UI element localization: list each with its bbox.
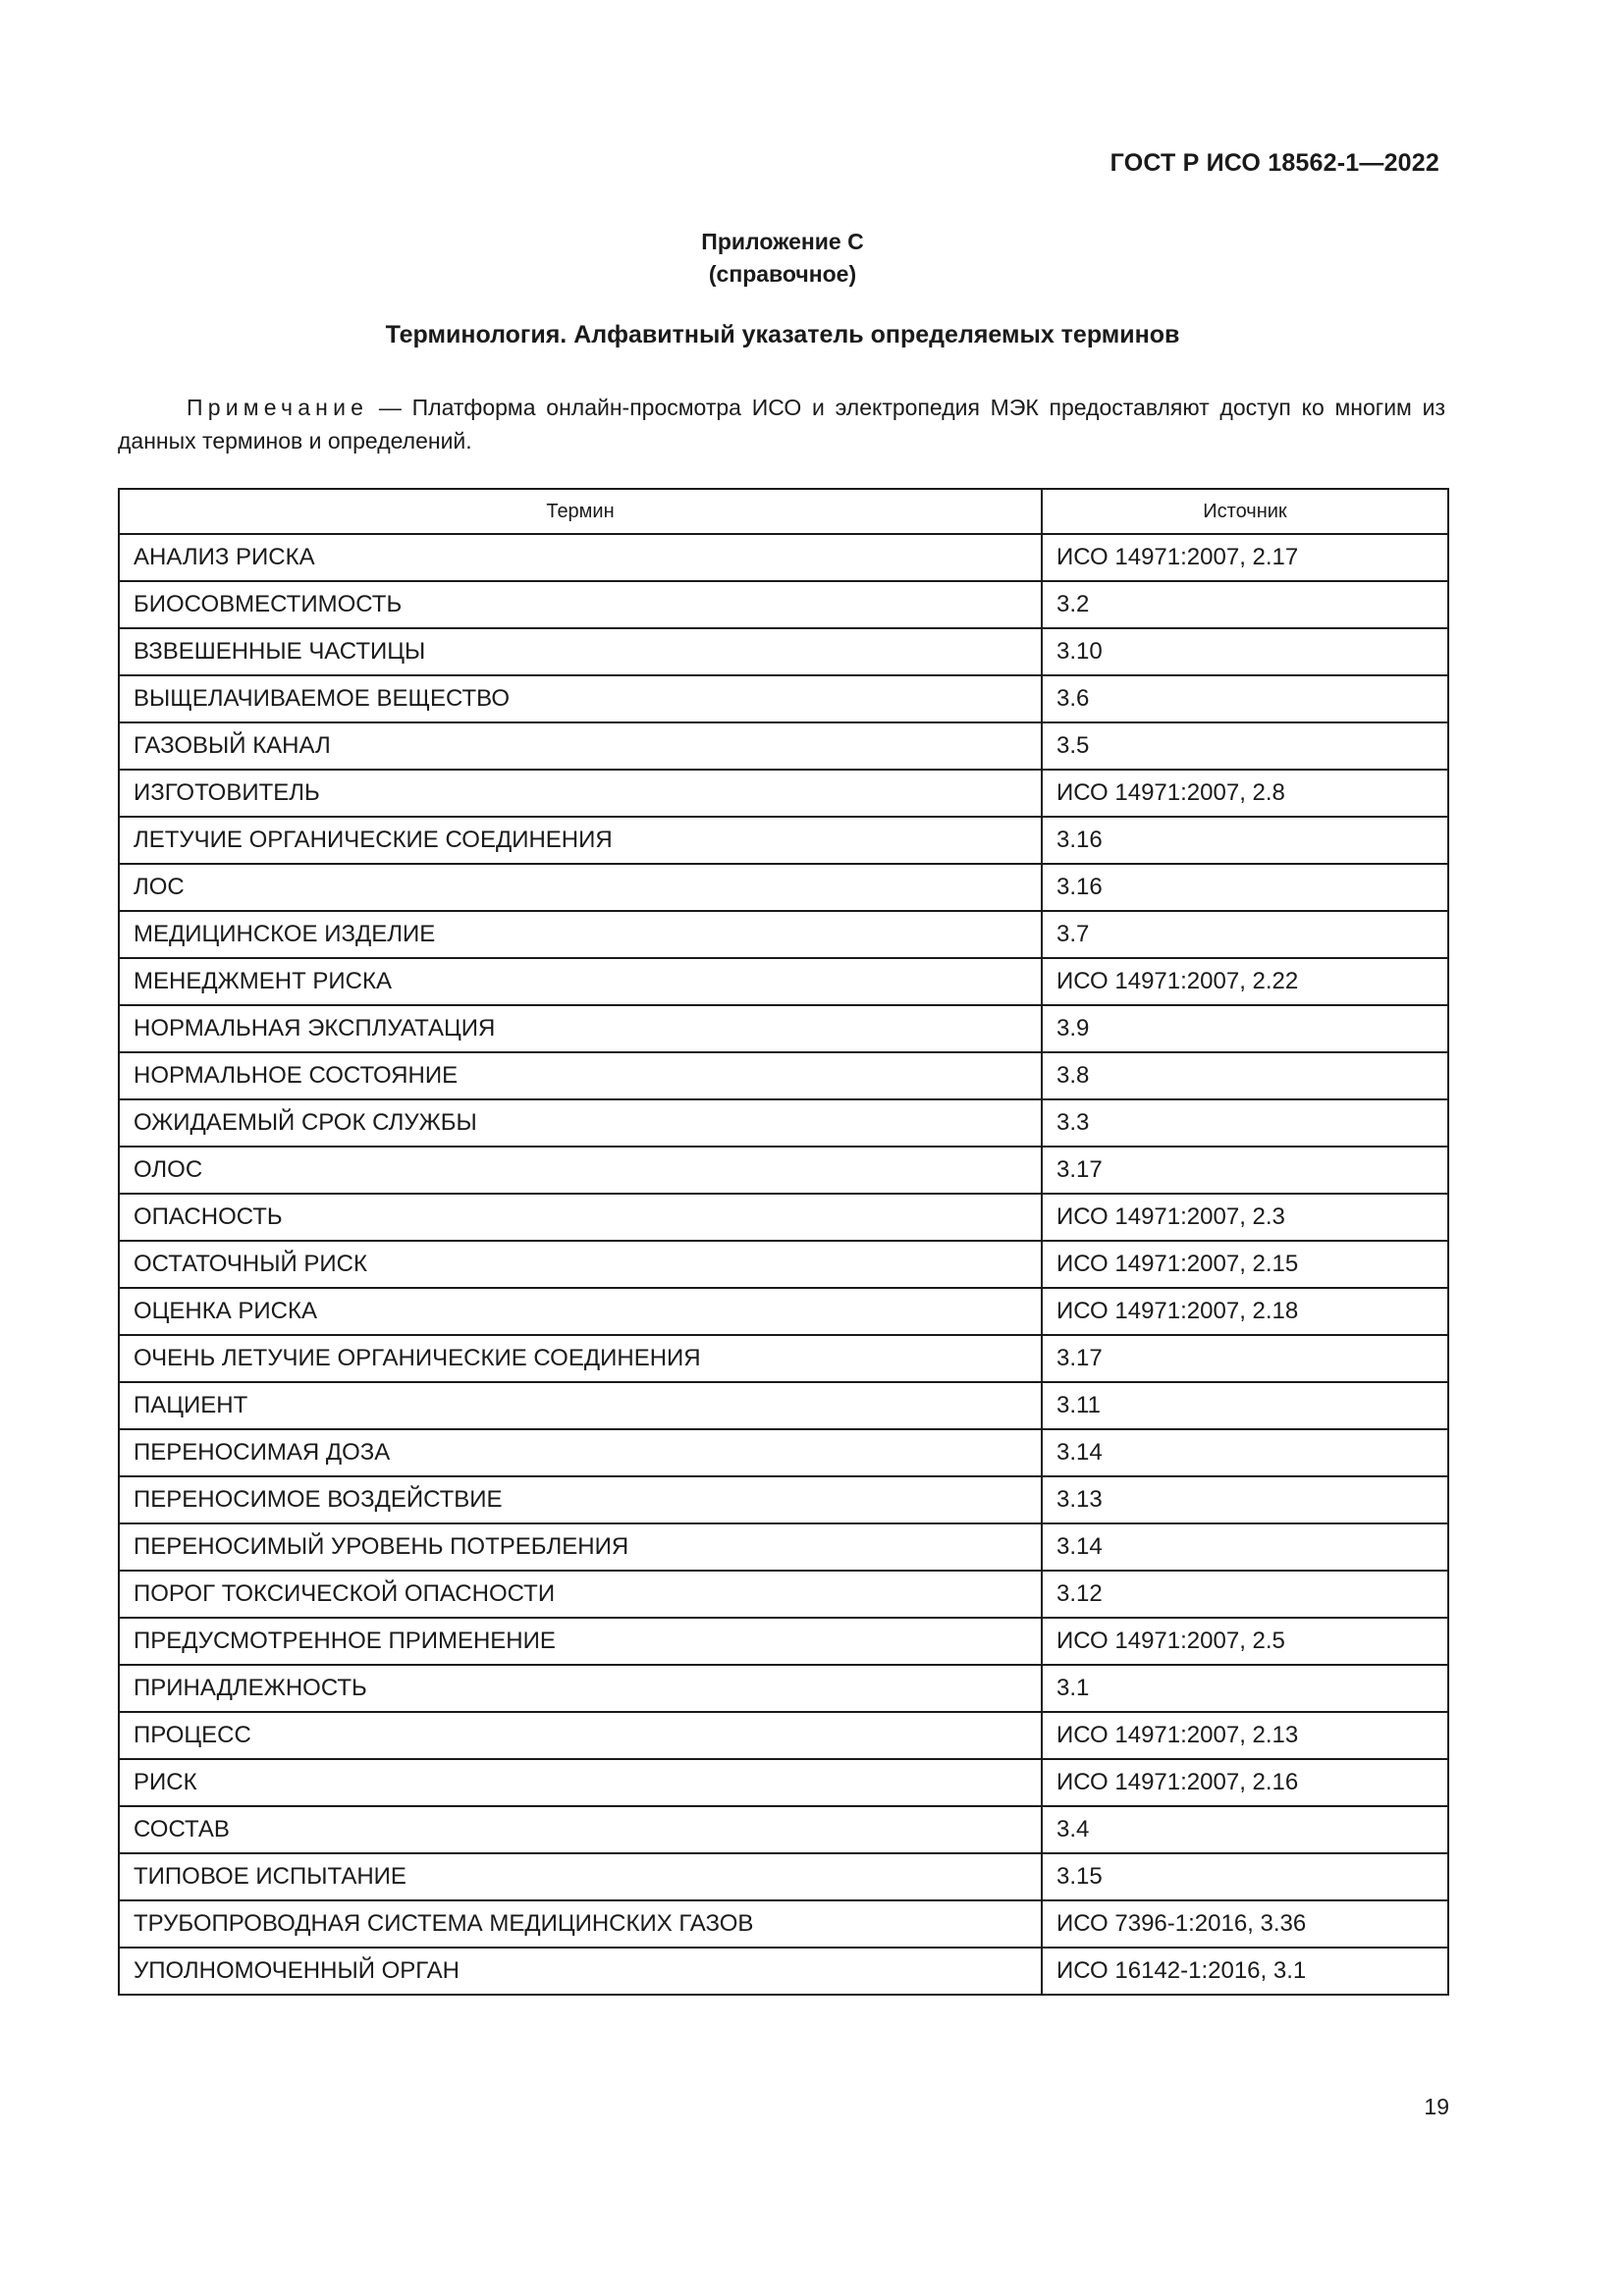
term-cell: ОСТАТОЧНЫЙ РИСК bbox=[119, 1241, 1042, 1288]
source-cell: 3.1 bbox=[1042, 1665, 1448, 1712]
source-cell: ИСО 14971:2007, 2.8 bbox=[1042, 770, 1448, 817]
table-row bbox=[119, 1382, 1448, 1429]
table-row bbox=[119, 1853, 1448, 1900]
table-row bbox=[119, 534, 1448, 581]
source-cell: ИСО 14971:2007, 2.3 bbox=[1042, 1194, 1448, 1241]
section-title: Терминология. Алфавитный указатель определяемых терминов bbox=[385, 321, 1180, 348]
table-row bbox=[119, 1005, 1448, 1052]
source-cell: 3.8 bbox=[1042, 1052, 1448, 1099]
term-cell: ОЧЕНЬ ЛЕТУЧИЕ ОРГАНИЧЕСКИЕ СОЕДИНЕНИЯ bbox=[119, 1335, 1042, 1382]
source-cell: 3.5 bbox=[1042, 722, 1448, 770]
source-cell: ИСО 14971:2007, 2.5 bbox=[1042, 1618, 1448, 1665]
appendix-kind: (справочное) bbox=[708, 261, 857, 287]
source-cell: 3.10 bbox=[1042, 628, 1448, 675]
column-header-term: Термин bbox=[119, 489, 1042, 534]
source-cell: 3.13 bbox=[1042, 1476, 1448, 1523]
term-cell: ВЫЩЕЛАЧИВАЕМОЕ ВЕЩЕСТВО bbox=[119, 675, 1042, 722]
source-cell: 3.16 bbox=[1042, 864, 1448, 911]
source-cell: 3.3 bbox=[1042, 1099, 1448, 1147]
source-cell: 3.2 bbox=[1042, 581, 1448, 628]
source-cell: ИСО 7396-1:2016, 3.36 bbox=[1042, 1900, 1448, 1948]
term-cell: ЛЕТУЧИЕ ОРГАНИЧЕСКИЕ СОЕДИНЕНИЯ bbox=[119, 817, 1042, 864]
source-cell: 3.15 bbox=[1042, 1853, 1448, 1900]
source-cell: 3.14 bbox=[1042, 1429, 1448, 1476]
source-cell: ИСО 14971:2007, 2.17 bbox=[1042, 534, 1448, 581]
source-cell: ИСО 14971:2007, 2.22 bbox=[1042, 958, 1448, 1005]
table-row bbox=[119, 1099, 1448, 1147]
terms-table-body bbox=[119, 534, 1448, 1995]
note-text: — Платформа онлайн-просмотра ИСО и электропедия МЭК предоставляют доступ ко многим из данных терминов и определений. bbox=[118, 395, 1445, 454]
table-row bbox=[119, 1194, 1448, 1241]
term-cell: ОПАСНОСТЬ bbox=[119, 1194, 1042, 1241]
term-cell: УПОЛНОМОЧЕННЫЙ ОРГАН bbox=[119, 1948, 1042, 1995]
term-cell: СОСТАВ bbox=[119, 1806, 1042, 1853]
document-code: ГОСТ Р ИСО 18562-1—2022 bbox=[1110, 149, 1439, 177]
term-cell: ЛОС bbox=[119, 864, 1042, 911]
term-cell: БИОСОВМЕСТИМОСТЬ bbox=[119, 581, 1042, 628]
source-cell: ИСО 14971:2007, 2.18 bbox=[1042, 1288, 1448, 1335]
source-cell: 3.6 bbox=[1042, 675, 1448, 722]
term-cell: ПРИНАДЛЕЖНОСТЬ bbox=[119, 1665, 1042, 1712]
table-row bbox=[119, 864, 1448, 911]
table-row bbox=[119, 817, 1448, 864]
term-cell: ОЛОС bbox=[119, 1147, 1042, 1194]
source-cell: 3.12 bbox=[1042, 1571, 1448, 1618]
source-cell: 3.11 bbox=[1042, 1382, 1448, 1429]
term-cell: ОЦЕНКА РИСКА bbox=[119, 1288, 1042, 1335]
term-cell: ИЗГОТОВИТЕЛЬ bbox=[119, 770, 1042, 817]
table-row bbox=[119, 1571, 1448, 1618]
source-cell: 3.17 bbox=[1042, 1335, 1448, 1382]
column-header-source: Источник bbox=[1042, 489, 1448, 534]
term-cell: МЕДИЦИНСКОЕ ИЗДЕЛИЕ bbox=[119, 911, 1042, 958]
table-row bbox=[119, 1288, 1448, 1335]
note-label: Примечание bbox=[187, 395, 369, 420]
term-cell: ПРОЦЕСС bbox=[119, 1712, 1042, 1759]
source-cell: 3.4 bbox=[1042, 1806, 1448, 1853]
source-cell: ИСО 14971:2007, 2.13 bbox=[1042, 1712, 1448, 1759]
table-row bbox=[119, 911, 1448, 958]
table-row bbox=[119, 1806, 1448, 1853]
term-cell: МЕНЕДЖМЕНТ РИСКА bbox=[119, 958, 1042, 1005]
page-number: 19 bbox=[1424, 2094, 1449, 2119]
table-row bbox=[119, 581, 1448, 628]
table-row bbox=[119, 1147, 1448, 1194]
term-cell: НОРМАЛЬНАЯ ЭКСПЛУАТАЦИЯ bbox=[119, 1005, 1042, 1052]
table-row bbox=[119, 1052, 1448, 1099]
table-row bbox=[119, 628, 1448, 675]
term-cell: ГАЗОВЫЙ КАНАЛ bbox=[119, 722, 1042, 770]
term-cell: ВЗВЕШЕННЫЕ ЧАСТИЦЫ bbox=[119, 628, 1042, 675]
term-cell: ПЕРЕНОСИМОЕ ВОЗДЕЙСТВИЕ bbox=[119, 1476, 1042, 1523]
term-cell: АНАЛИЗ РИСКА bbox=[119, 534, 1042, 581]
table-row bbox=[119, 1759, 1448, 1806]
table-row bbox=[119, 1476, 1448, 1523]
table-row bbox=[119, 722, 1448, 770]
appendix-heading bbox=[0, 226, 1565, 291]
source-cell: ИСО 14971:2007, 2.16 bbox=[1042, 1759, 1448, 1806]
term-cell: ПОРОГ ТОКСИЧЕСКОЙ ОПАСНОСТИ bbox=[119, 1571, 1042, 1618]
source-cell: 3.7 bbox=[1042, 911, 1448, 958]
term-cell: ПАЦИЕНТ bbox=[119, 1382, 1042, 1429]
term-cell: РИСК bbox=[119, 1759, 1042, 1806]
source-cell: ИСО 14971:2007, 2.15 bbox=[1042, 1241, 1448, 1288]
table-row bbox=[119, 1712, 1448, 1759]
table-row bbox=[119, 1241, 1448, 1288]
term-cell: НОРМАЛЬНОЕ СОСТОЯНИЕ bbox=[119, 1052, 1042, 1099]
term-cell: ПЕРЕНОСИМАЯ ДОЗА bbox=[119, 1429, 1042, 1476]
table-row bbox=[119, 1523, 1448, 1571]
table-row bbox=[119, 1335, 1448, 1382]
source-cell: 3.9 bbox=[1042, 1005, 1448, 1052]
term-cell: ТИПОВОЕ ИСПЫТАНИЕ bbox=[119, 1853, 1042, 1900]
table-row bbox=[119, 1665, 1448, 1712]
source-cell: 3.14 bbox=[1042, 1523, 1448, 1571]
table-row bbox=[119, 1948, 1448, 1995]
appendix-title: Приложение С bbox=[701, 229, 864, 254]
term-cell: ПЕРЕНОСИМЫЙ УРОВЕНЬ ПОТРЕБЛЕНИЯ bbox=[119, 1523, 1042, 1571]
term-cell: ОЖИДАЕМЫЙ СРОК СЛУЖБЫ bbox=[119, 1099, 1042, 1147]
terms-table bbox=[118, 488, 1449, 1996]
source-cell: ИСО 16142-1:2016, 3.1 bbox=[1042, 1948, 1448, 1995]
table-row bbox=[119, 1618, 1448, 1665]
table-row bbox=[119, 958, 1448, 1005]
term-cell: ТРУБОПРОВОДНАЯ СИСТЕМА МЕДИЦИНСКИХ ГАЗОВ bbox=[119, 1900, 1042, 1948]
note-paragraph bbox=[118, 391, 1445, 457]
table-row bbox=[119, 1429, 1448, 1476]
source-cell: 3.16 bbox=[1042, 817, 1448, 864]
term-cell: ПРЕДУСМОТРЕННОЕ ПРИМЕНЕНИЕ bbox=[119, 1618, 1042, 1665]
table-header-row bbox=[119, 489, 1448, 534]
table-row bbox=[119, 770, 1448, 817]
table-row bbox=[119, 675, 1448, 722]
table-row bbox=[119, 1900, 1448, 1948]
source-cell: 3.17 bbox=[1042, 1147, 1448, 1194]
